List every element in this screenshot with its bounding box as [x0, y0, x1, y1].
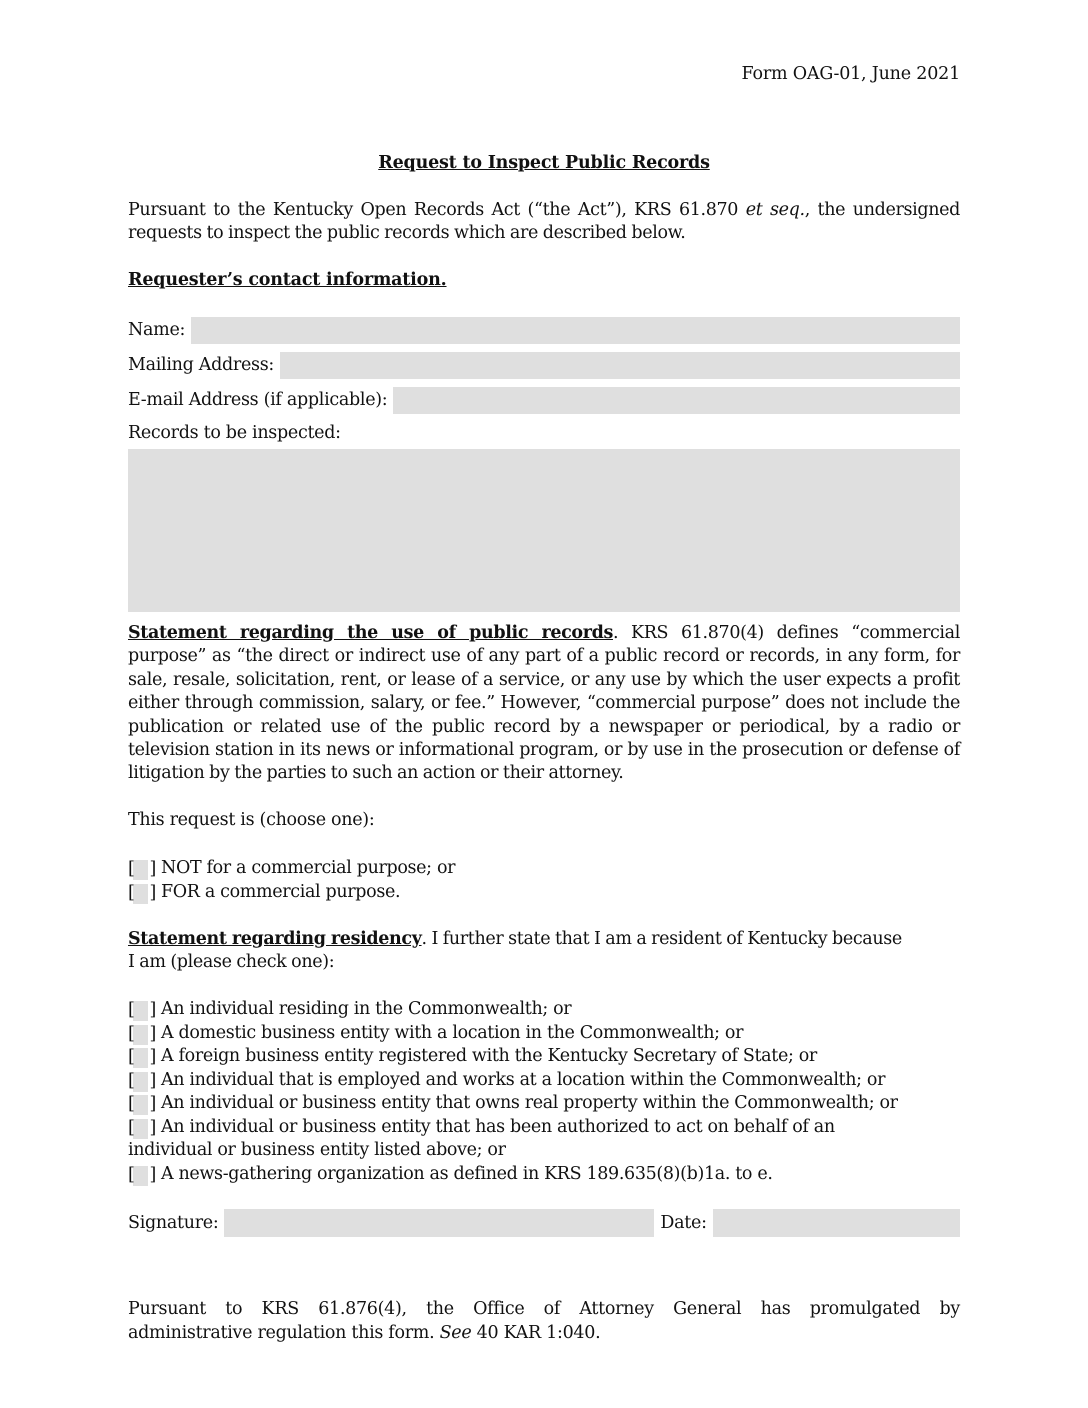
checkbox[interactable]: [ ] — [128, 1024, 156, 1044]
checkbox[interactable]: [ ] — [128, 1071, 156, 1091]
footer-note — [128, 1297, 960, 1345]
name-label: Name: — [128, 320, 186, 340]
footer-line-2-post: 40 KAR 1:040. — [471, 1323, 601, 1343]
checkbox[interactable]: [ ] — [128, 1165, 156, 1185]
option-label: A foreign business entity registered with the Kentucky Secretary of State; or — [161, 1046, 817, 1066]
form-identifier: Form OAG-01, June 2021 — [741, 64, 960, 84]
purpose-option-commercial[interactable] — [128, 881, 400, 904]
residency-option-foreign-business[interactable] — [128, 1045, 817, 1068]
checkbox[interactable]: [ ] — [128, 883, 156, 903]
residency-heading: Statement regarding residency — [128, 929, 422, 949]
option-label: A domestic business entity with a location in the Commonwealth; or — [161, 1023, 744, 1043]
intro-text-1: Pursuant to the Kentucky Open Records Act (“the Act”), KRS 61.870 — [128, 200, 746, 220]
use-statement-heading: Statement regarding the use of public records — [128, 623, 613, 643]
signature-input[interactable] — [224, 1209, 654, 1237]
use-statement-paragraph — [128, 622, 960, 786]
date-input[interactable] — [713, 1209, 960, 1237]
signature-label: Signature: — [128, 1213, 219, 1233]
mailing-address-label: Mailing Address: — [128, 355, 275, 375]
footer-line-2-pre: administrative regulation this form. — [128, 1323, 440, 1343]
checkbox[interactable]: [ ] — [128, 1094, 156, 1114]
option-label: A news-gathering organization as defined in KRS 189.635(8)(b)1a. to e. — [161, 1164, 773, 1184]
name-input[interactable] — [191, 317, 960, 344]
intro-italic: et seq. — [745, 200, 805, 220]
email-input[interactable] — [393, 387, 960, 414]
option-label: An individual or business entity that has been authorized to act on behalf of an individual or business entity listed above; or — [128, 1117, 835, 1161]
option-label: An individual that is employed and works at a location within the Commonwealth; or — [161, 1070, 886, 1090]
residency-option-authorized-agent[interactable] — [128, 1116, 888, 1163]
checkbox[interactable]: [ ] — [128, 859, 156, 879]
residency-option-real-property[interactable] — [128, 1092, 898, 1115]
date-label: Date: — [660, 1213, 707, 1233]
signature-row — [128, 1209, 960, 1237]
option-label: An individual residing in the Commonwealth; or — [161, 999, 572, 1019]
email-label: E-mail Address (if applicable): — [128, 390, 388, 410]
records-to-inspect-textarea[interactable] — [128, 449, 960, 612]
document-title: Request to Inspect Public Records — [378, 153, 710, 173]
residency-paragraph — [128, 928, 908, 975]
residency-body: . I further state that I am a resident of Kentucky because I am (please check one): — [128, 929, 902, 973]
footer-line-2-italic: See — [439, 1323, 472, 1343]
option-label: NOT for a commercial purpose; or — [161, 858, 456, 878]
name-field-row — [128, 316, 960, 344]
intro-paragraph — [128, 199, 960, 246]
residency-option-domestic-business[interactable] — [128, 1022, 743, 1045]
mailing-address-input[interactable] — [280, 352, 960, 379]
contact-section-heading: Requester’s contact information. — [128, 270, 447, 290]
purpose-prompt: This request is (choose one): — [128, 810, 375, 830]
use-statement-body: . KRS 61.870(4) defines “commercial purpose” as “the direct or indirect use of any part of a public record or records, in any form, for sale, resale, solicitation, rent, or lease of a service, or any use by which the user expects a profit either through commission, salary, or fee.” However, “commercial purpose” does not include the publication or related use of the public record by a newspaper or periodical, by a radio or television station in its news or informational program, or by use in the prosecution or defense of litigation by the parties to such an action or their attorney. — [128, 623, 960, 784]
footer-line-1: Pursuant to KRS 61.876(4), the Office of Attorney General has promulgated by — [128, 1299, 960, 1319]
purpose-option-not-commercial[interactable] — [128, 857, 455, 880]
intro-text-2: , the undersigned requests to inspect the public records which are described below. — [128, 200, 961, 244]
checkbox[interactable]: [ ] — [128, 1000, 156, 1020]
checkbox[interactable]: [ ] — [128, 1047, 156, 1067]
email-field-row — [128, 386, 960, 414]
option-label: FOR a commercial purpose. — [161, 882, 401, 902]
mailing-address-field-row — [128, 351, 960, 379]
residency-option-individual[interactable] — [128, 998, 571, 1021]
residency-option-news-gathering[interactable] — [128, 1163, 773, 1186]
records-label: Records to be inspected: — [128, 423, 341, 443]
checkbox[interactable]: [ ] — [128, 1118, 156, 1138]
option-label: An individual or business entity that owns real property within the Commonwealth; or — [161, 1093, 898, 1113]
residency-option-employed[interactable] — [128, 1069, 885, 1092]
